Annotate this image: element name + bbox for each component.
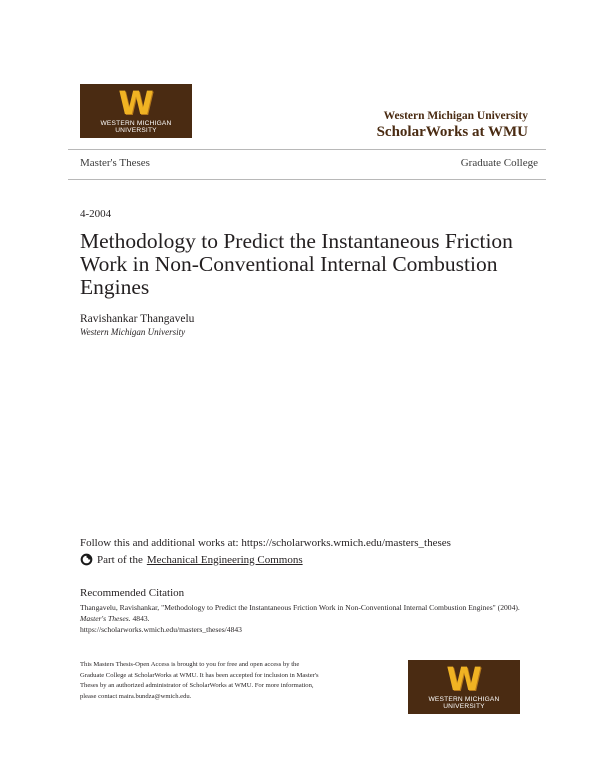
citation-text [80, 602, 530, 635]
wmu-logo-footer-text: WESTERN MICHIGAN UNIVERSITY [428, 696, 500, 710]
college-link[interactable]: Graduate College [460, 157, 538, 169]
publication-date: 4-2004 [80, 208, 112, 220]
author-affiliation: Western Michigan University [80, 327, 186, 337]
header-divider-top [68, 149, 546, 150]
citation-series: Master's Theses [80, 614, 129, 623]
repository-brand[interactable] [377, 110, 528, 141]
part-of-prefix: Part of the [97, 553, 143, 566]
collection-link[interactable]: Master's Theses [80, 157, 150, 169]
wmu-logo-footer-letter: W [446, 660, 482, 698]
part-of-line [80, 553, 303, 566]
wmu-logo[interactable] [80, 84, 192, 138]
header-divider-bottom [68, 179, 546, 180]
university-name[interactable]: Western Michigan University [383, 110, 528, 122]
discipline-link[interactable]: Mechanical Engineering Commons [146, 553, 303, 566]
open-access-icon [80, 553, 93, 566]
author-name: Ravishankar Thangavelu [80, 313, 195, 325]
follow-line [80, 537, 451, 549]
wmu-logo-text: WESTERN MICHIGAN UNIVERSITY [100, 120, 172, 134]
wmu-logo-letter: W [118, 84, 154, 122]
citation-number: . 4843. [128, 614, 150, 623]
follow-prefix: Follow this and additional works at: [80, 537, 242, 549]
citation-url-link[interactable]: https://scholarworks.wmich.edu/masters_theses/4843 [80, 625, 242, 634]
access-notice: This Masters Thesis-Open Access is brought to you for free and open access by the Graduate College at ScholarWorks at WMU. It has been accepted for inclusion in Master's Theses by an authorized administrator of ScholarWorks at WMU. For more information, please contact maira.bundza@wmich.edu. [80, 661, 319, 700]
repository-name[interactable]: ScholarWorks at WMU [376, 124, 528, 140]
citation-heading: Recommended Citation [80, 587, 185, 599]
follow-url-link[interactable]: https://scholarworks.wmich.edu/masters_theses [241, 537, 451, 549]
document-title: Methodology to Predict the Instantaneous Friction Work in Non-Conventional Internal Combustion Engines [80, 229, 513, 299]
citation-body: Thangavelu, Ravishankar, "Methodology to Predict the Instantaneous Friction Work in Non-Conventional Internal Combustion Engines" (2004). [80, 603, 520, 612]
wmu-logo-footer[interactable] [408, 660, 520, 714]
